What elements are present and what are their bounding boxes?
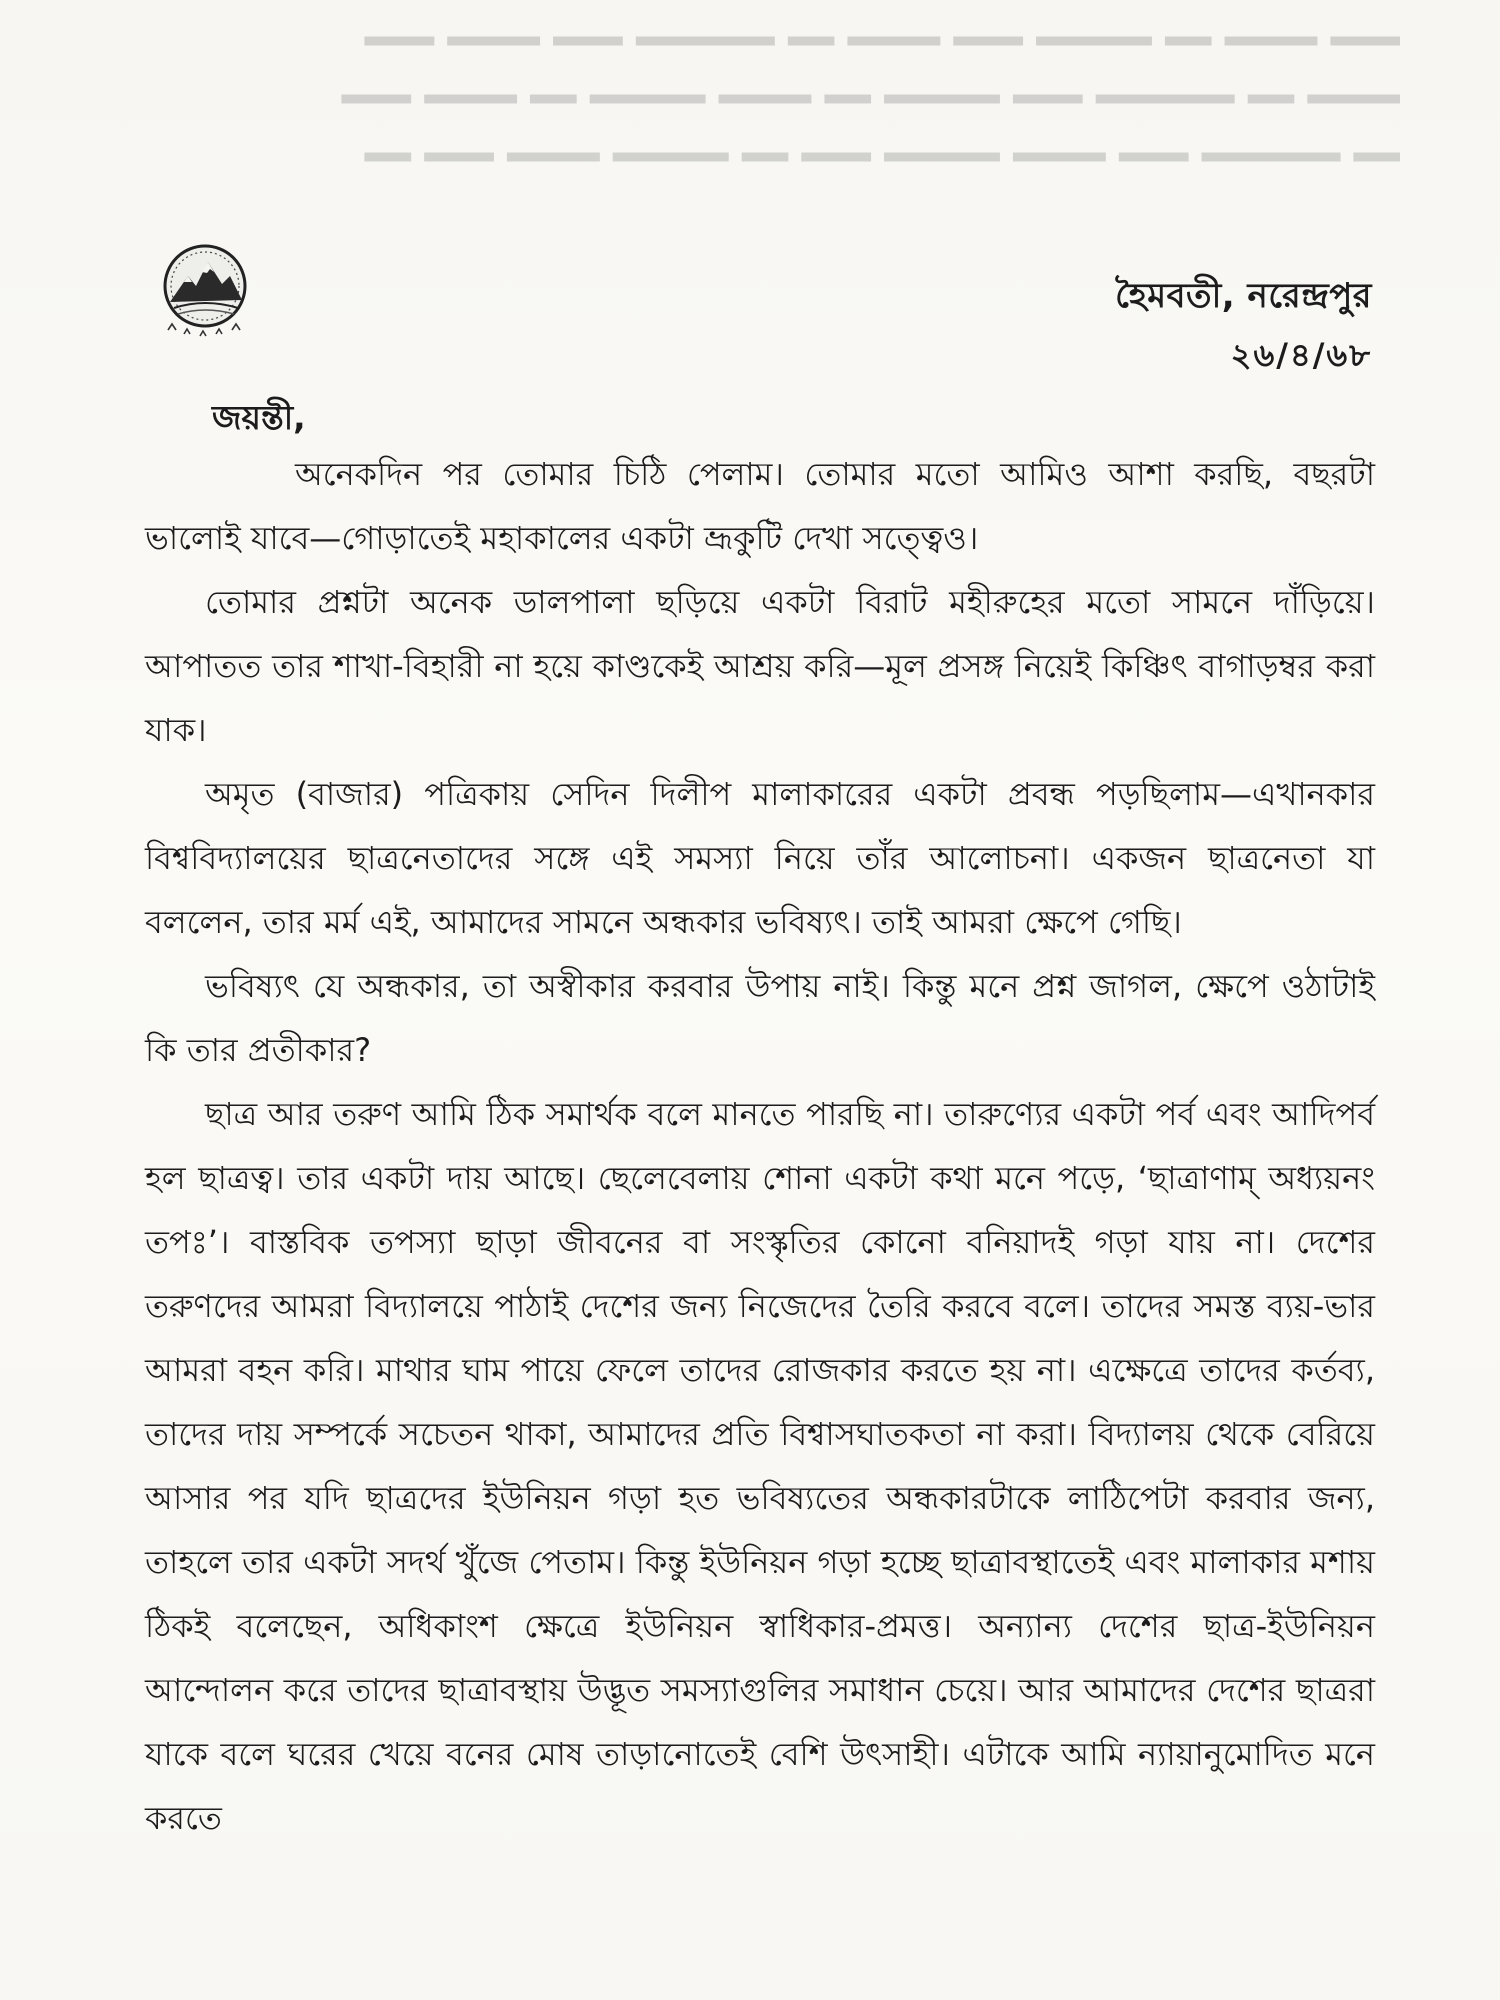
mountain-seal-icon: [150, 238, 260, 348]
letter-date: ২৬/৪/৬৮: [1230, 336, 1372, 374]
letter-paragraph: অমৃত (বাজার) পত্রিকায় সেদিন দিলীপ মালাকারের একটা প্রবন্ধ পড়ছিলাম—এখানকার বিশ্ববিদ্যালয়ের ছাত্রনেতাদের সঙ্গে এই সমস্যা নিয়ে তাঁর আলোচনা। একজন ছাত্রনেতা যা বললেন, তার মর্ম এই, আমাদের সামনে অন্ধকার ভবিষ্যৎ। তাই আমরা ক্ষেপে গেছি।: [145, 775, 1375, 941]
letter-paragraph: ভবিষ্যৎ যে অন্ধকার, তা অস্বীকার করবার উপায় নাই। কিন্তু মনে প্রশ্ন জাগল, ক্ষেপে ওঠাটাই কি তার প্রতীকার?: [145, 967, 1375, 1069]
letter-body: [145, 442, 1375, 1850]
letter-paragraph: তোমার প্রশ্নটা অনেক ডালপালা ছড়িয়ে একটা বিরাট মহীরুহের মতো সামনে দাঁড়িয়ে। আপাতত তার শাখা-বিহারী না হয়ে কাণ্ডকেই আশ্রয় করি—মূল প্রসঙ্গ নিয়েই কিঞ্চিৎ বাগাড়ম্বর করা যাক।: [145, 583, 1375, 749]
letter-paragraph: অনেকদিন পর তোমার চিঠি পেলাম। তোমার মতো আমিও আশা করছি, বছরটা ভালোই যাবে—গোড়াতেই মহাকালের একটা ভ্রূকুটি দেখা সত্ত্বেও।: [145, 455, 1375, 557]
reverse-side-show-through: ▂▂▂ ▂▂▂▂ ▂▂ ▂▂▂▂▂ ▂▂▂ ▂▂▂▂ ▂▂ ▂▂▂▂▂▂ ▂▂▂ ▂▂▂▂ ▂▂▂ ▂▂▂▂ ▂▂ ▂▂▂▂▂▂ ▂▂▂ ▂▂▂▂▂ ▂▂ ▂▂▂▂ ▂▂▂▂▂ ▂▂ ▂▂▂▂ ▂▂▂ ▂▂ ▂▂▂▂▂▂ ▂▂▂ ▂▂▂▂ ▂▂▂▂▂ ▂▂▂ ▂▂ ▂▂▂▂▂ ▂▂▂▂ ▂▂▂ ▂▂: [341, 11, 1400, 162]
letter-paragraph: ছাত্র আর তরুণ আমি ঠিক সমার্থক বলে মানতে পারছি না। তারুণ্যের একটা পর্ব এবং আদিপর্ব হল ছাত্রত্ব। তার একটা দায় আছে। ছেলেবেলায় শোনা একটা কথা মনে পড়ে, ‘ছাত্রাণাম্ অধ্যয়নং তপঃ’। বাস্তবিক তপস্যা ছাড়া জীবনের বা সংস্কৃতির কোনো বনিয়াদই গড়া যায় না। দেশের তরুণদের আমরা বিদ্যালয়ে পাঠাই দেশের জন্য নিজেদের তৈরি করবে বলে। তাদের সমস্ত ব্যয়-ভার আমরা বহন করি। মাথার ঘাম পায়ে ফেলে তাদের রোজকার করতে হয় না। এক্ষেত্রে তাদের কর্তব্য, তাদের দায় সম্পর্কে সচেতন থাকা, আমাদের প্রতি বিশ্বাসঘাতকতা না করা। বিদ্যালয় থেকে বেরিয়ে আসার পর যদি ছাত্রদের ইউনিয়ন গড়া হত ভবিষ্যতের অন্ধকারটাকে লাঠিপেটা করবার জন্য, তাহলে তার একটা সদর্থ খুঁজে পেতাম। কিন্তু ইউনিয়ন গড়া হচ্ছে ছাত্রাবস্থাতেই এবং মালাকার মশায় ঠিকই বলেছেন, অধিকাংশ ক্ষেত্রে ইউনিয়ন স্বাধিকার-প্রমত্ত। অন্যান্য দেশের ছাত্র-ইউনিয়ন আন্দোলন করে তাদের ছাত্রাবস্থায় উদ্ভূত সমস্যাগুলির সমাধান চেয়ে। আর আমাদের দেশের ছাত্ররা যাকে বলে ঘরের খেয়ে বনের মোষ তাড়ানোতেই বেশি উৎসাহী। এটাকে আমি ন্যায়ানুমোদিত মনে করতে: [145, 1095, 1375, 1837]
letter-salutation: জয়ন্তী,: [212, 398, 306, 437]
letter-place: হৈমবতী, নরেন্দ্রপুর: [1115, 276, 1372, 316]
